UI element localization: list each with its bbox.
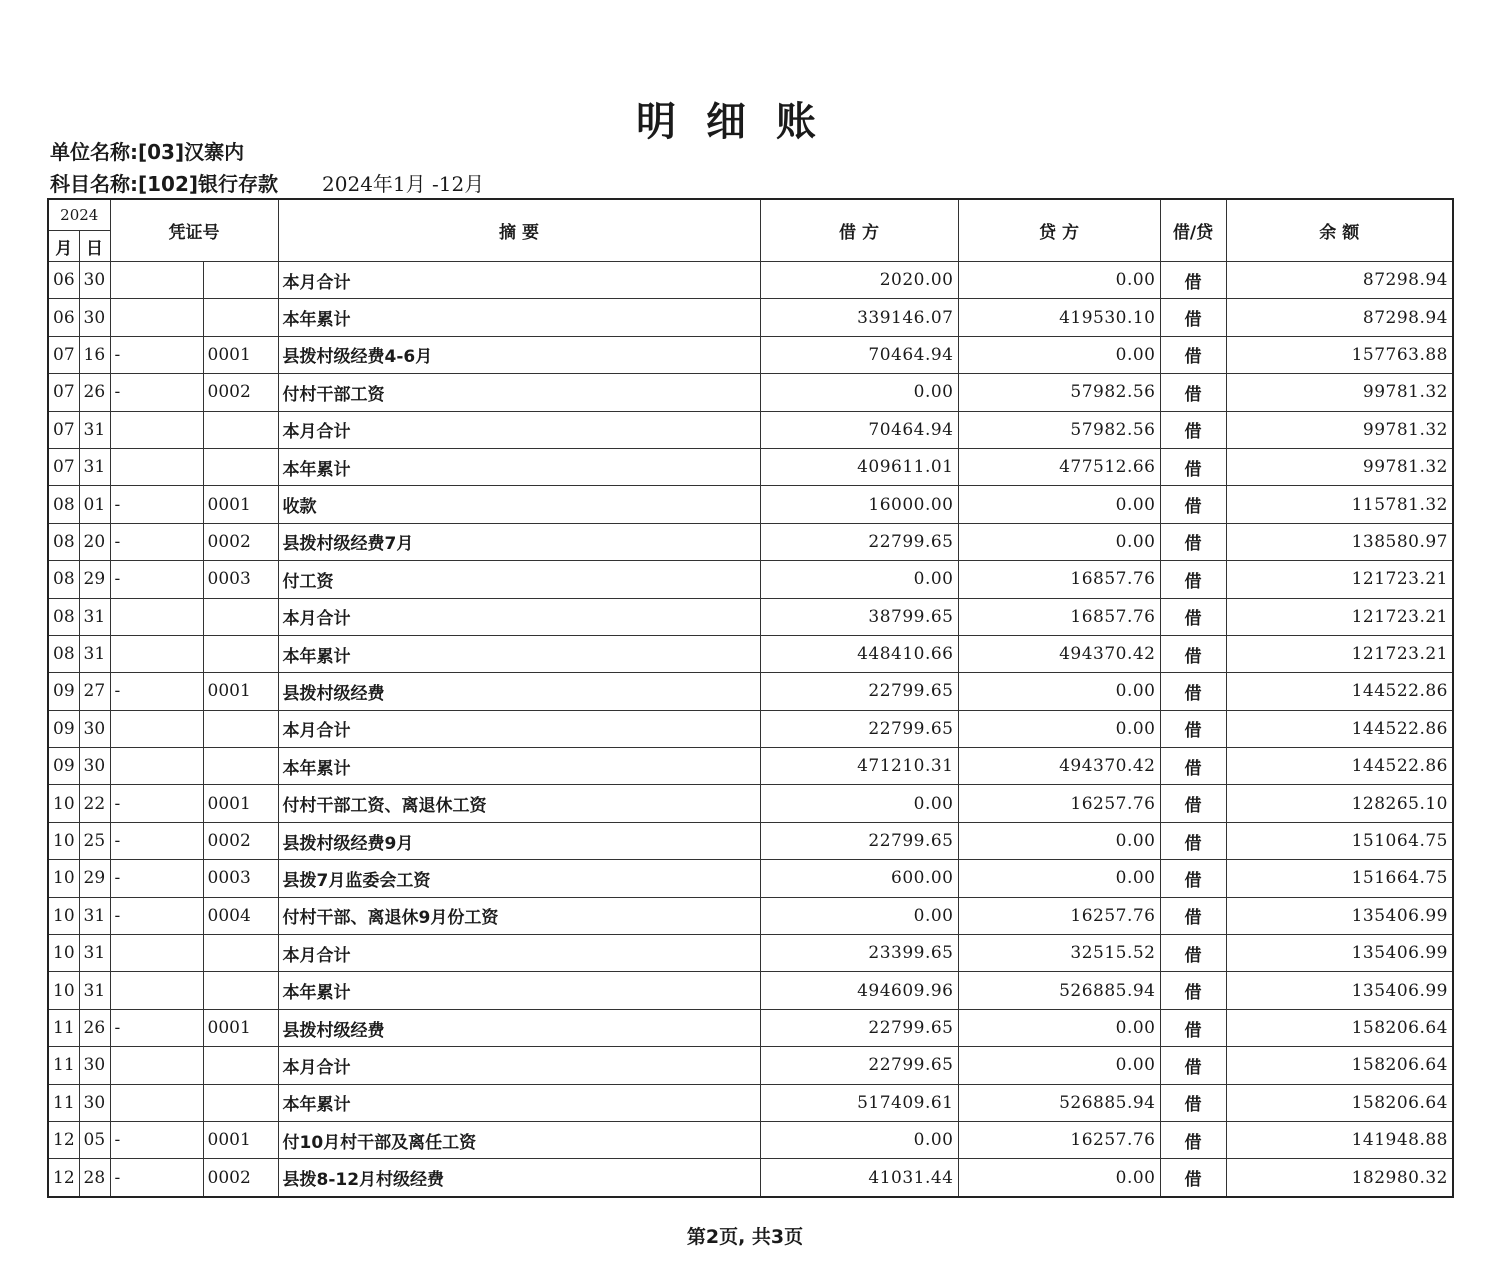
cell-direction: 借 [1160,486,1226,523]
table-row [48,972,1453,1009]
cell-summary: 本年累计 [278,448,760,485]
cell-voucher-type [110,411,203,448]
table-row [48,523,1453,560]
cell-balance: 128265.10 [1226,785,1453,822]
cell-day: 31 [79,411,110,448]
account-name: 科目名称:[102]银行存款 [50,172,279,196]
table-row [48,336,1453,373]
cell-debit: 70464.94 [760,336,958,373]
cell-voucher-no: 0001 [203,336,278,373]
table-row [48,1159,1453,1197]
cell-balance: 138580.97 [1226,523,1453,560]
cell-day: 30 [79,262,110,299]
cell-balance: 135406.99 [1226,935,1453,972]
table-row [48,448,1453,485]
cell-summary: 县拨村级经费7月 [278,523,760,560]
cell-voucher-type [110,262,203,299]
cell-month: 08 [48,486,79,523]
cell-summary: 付10月村干部及离任工资 [278,1121,760,1158]
cell-credit: 0.00 [958,673,1160,710]
cell-voucher-type: - [110,897,203,934]
cell-voucher-no: 0002 [203,822,278,859]
cell-balance: 99781.32 [1226,374,1453,411]
cell-voucher-type: - [110,336,203,373]
cell-debit: 22799.65 [760,822,958,859]
cell-direction: 借 [1160,1047,1226,1084]
cell-balance: 135406.99 [1226,972,1453,1009]
header-summary: 摘 要 [278,199,760,262]
period: 2024年1月 -12月 [322,172,485,196]
cell-balance: 158206.64 [1226,1084,1453,1121]
cell-balance: 87298.94 [1226,299,1453,336]
cell-month: 10 [48,972,79,1009]
cell-debit: 471210.31 [760,748,958,785]
page-title: 明 细 账 [636,99,824,145]
cell-month: 12 [48,1159,79,1197]
cell-voucher-no [203,262,278,299]
cell-voucher-type: - [110,822,203,859]
cell-voucher-type: - [110,785,203,822]
cell-month: 10 [48,822,79,859]
cell-direction: 借 [1160,1009,1226,1046]
table-row [48,1121,1453,1158]
cell-summary: 本月合计 [278,598,760,635]
cell-voucher-type: - [110,486,203,523]
cell-credit: 0.00 [958,860,1160,897]
cell-month: 09 [48,748,79,785]
cell-credit: 0.00 [958,1159,1160,1197]
cell-direction: 借 [1160,860,1226,897]
table-row [48,785,1453,822]
cell-voucher-no [203,411,278,448]
cell-credit: 526885.94 [958,972,1160,1009]
cell-summary: 县拨村级经费 [278,673,760,710]
cell-day: 27 [79,673,110,710]
cell-debit: 517409.61 [760,1084,958,1121]
cell-debit: 409611.01 [760,448,958,485]
table-row [48,411,1453,448]
unit-name: 单位名称:[03]汉寨内 [50,140,245,164]
cell-summary: 县拨7月监委会工资 [278,860,760,897]
cell-balance: 182980.32 [1226,1159,1453,1197]
cell-month: 06 [48,299,79,336]
cell-voucher-type [110,935,203,972]
cell-debit: 41031.44 [760,1159,958,1197]
cell-voucher-type [110,1084,203,1121]
cell-balance: 99781.32 [1226,411,1453,448]
cell-credit: 16857.76 [958,561,1160,598]
cell-month: 08 [48,598,79,635]
header-credit: 贷 方 [958,199,1160,262]
cell-direction: 借 [1160,1159,1226,1197]
cell-day: 31 [79,897,110,934]
cell-debit: 22799.65 [760,1009,958,1046]
cell-voucher-type [110,1047,203,1084]
cell-day: 29 [79,860,110,897]
cell-month: 07 [48,448,79,485]
cell-direction: 借 [1160,411,1226,448]
cell-summary: 本月合计 [278,1047,760,1084]
cell-voucher-type: - [110,374,203,411]
cell-summary: 付村干部工资、离退休工资 [278,785,760,822]
cell-day: 26 [79,374,110,411]
cell-direction: 借 [1160,374,1226,411]
cell-summary: 本年累计 [278,299,760,336]
cell-month: 07 [48,336,79,373]
cell-balance: 144522.86 [1226,748,1453,785]
cell-voucher-type [110,598,203,635]
cell-day: 05 [79,1121,110,1158]
cell-day: 20 [79,523,110,560]
cell-voucher-no [203,598,278,635]
cell-summary: 付工资 [278,561,760,598]
cell-balance: 87298.94 [1226,262,1453,299]
cell-balance: 141948.88 [1226,1121,1453,1158]
cell-month: 10 [48,897,79,934]
cell-voucher-type [110,299,203,336]
cell-day: 30 [79,1047,110,1084]
cell-summary: 县拨村级经费4-6月 [278,336,760,373]
cell-voucher-no: 0002 [203,374,278,411]
cell-summary: 本年累计 [278,1084,760,1121]
cell-debit: 0.00 [760,561,958,598]
cell-month: 07 [48,411,79,448]
table-row [48,822,1453,859]
cell-debit: 0.00 [760,374,958,411]
cell-direction: 借 [1160,561,1226,598]
cell-direction: 借 [1160,673,1226,710]
cell-voucher-no: 0004 [203,897,278,934]
cell-day: 28 [79,1159,110,1197]
cell-direction: 借 [1160,822,1226,859]
account-line [50,168,484,197]
cell-balance: 121723.21 [1226,635,1453,672]
cell-day: 30 [79,748,110,785]
cell-summary: 本年累计 [278,748,760,785]
cell-debit: 600.00 [760,860,958,897]
cell-balance: 135406.99 [1226,897,1453,934]
cell-summary: 本月合计 [278,935,760,972]
cell-debit: 0.00 [760,1121,958,1158]
cell-voucher-no: 0003 [203,561,278,598]
cell-voucher-no: 0001 [203,785,278,822]
cell-voucher-no [203,748,278,785]
cell-voucher-no: 0001 [203,486,278,523]
cell-direction: 借 [1160,1121,1226,1158]
cell-balance: 144522.86 [1226,710,1453,747]
cell-summary: 本年累计 [278,972,760,1009]
cell-credit: 57982.56 [958,374,1160,411]
table-row [48,635,1453,672]
cell-balance: 158206.64 [1226,1009,1453,1046]
cell-credit: 16257.76 [958,1121,1160,1158]
cell-direction: 借 [1160,523,1226,560]
table-row [48,673,1453,710]
cell-summary: 本月合计 [278,262,760,299]
cell-month: 11 [48,1047,79,1084]
ledger-table [47,198,1454,1198]
cell-summary: 本月合计 [278,710,760,747]
cell-day: 31 [79,635,110,672]
cell-balance: 151064.75 [1226,822,1453,859]
cell-day: 30 [79,710,110,747]
cell-direction: 借 [1160,897,1226,934]
cell-credit: 0.00 [958,1009,1160,1046]
cell-summary: 付村干部、离退休9月份工资 [278,897,760,934]
table-row [48,748,1453,785]
cell-month: 08 [48,523,79,560]
table-row [48,374,1453,411]
cell-credit: 0.00 [958,336,1160,373]
table-body [48,262,1453,1197]
cell-day: 31 [79,448,110,485]
cell-debit: 0.00 [760,897,958,934]
cell-month: 10 [48,860,79,897]
table-row [48,486,1453,523]
cell-credit: 57982.56 [958,411,1160,448]
cell-voucher-no: 0003 [203,860,278,897]
cell-direction: 借 [1160,299,1226,336]
cell-month: 06 [48,262,79,299]
cell-debit: 448410.66 [760,635,958,672]
cell-voucher-type [110,635,203,672]
cell-debit: 22799.65 [760,673,958,710]
cell-voucher-no: 0002 [203,523,278,560]
cell-day: 31 [79,935,110,972]
cell-day: 16 [79,336,110,373]
cell-debit: 494609.96 [760,972,958,1009]
cell-debit: 22799.65 [760,1047,958,1084]
cell-direction: 借 [1160,448,1226,485]
cell-month: 07 [48,374,79,411]
cell-voucher-no [203,299,278,336]
header-direction: 借/贷 [1160,199,1226,262]
cell-summary: 县拨8-12月村级经费 [278,1159,760,1197]
cell-voucher-no [203,635,278,672]
cell-voucher-type: - [110,561,203,598]
cell-direction: 借 [1160,1084,1226,1121]
cell-credit: 0.00 [958,262,1160,299]
table-row [48,860,1453,897]
table-row [48,710,1453,747]
cell-debit: 23399.65 [760,935,958,972]
cell-balance: 158206.64 [1226,1047,1453,1084]
cell-direction: 借 [1160,336,1226,373]
cell-direction: 借 [1160,935,1226,972]
cell-day: 22 [79,785,110,822]
cell-debit: 16000.00 [760,486,958,523]
cell-day: 29 [79,561,110,598]
cell-voucher-type: - [110,1159,203,1197]
cell-credit: 494370.42 [958,635,1160,672]
cell-direction: 借 [1160,972,1226,1009]
cell-day: 30 [79,299,110,336]
cell-credit: 0.00 [958,486,1160,523]
cell-voucher-type: - [110,673,203,710]
cell-month: 08 [48,561,79,598]
cell-month: 09 [48,710,79,747]
cell-balance: 157763.88 [1226,336,1453,373]
header-year: 2024 [48,199,110,231]
table-row [48,561,1453,598]
cell-voucher-type [110,972,203,1009]
cell-month: 12 [48,1121,79,1158]
cell-credit: 0.00 [958,710,1160,747]
cell-day: 31 [79,972,110,1009]
cell-credit: 16257.76 [958,785,1160,822]
cell-credit: 494370.42 [958,748,1160,785]
cell-credit: 32515.52 [958,935,1160,972]
cell-credit: 419530.10 [958,299,1160,336]
table-row [48,1047,1453,1084]
cell-credit: 0.00 [958,523,1160,560]
table-row [48,935,1453,972]
cell-debit: 339146.07 [760,299,958,336]
cell-balance: 144522.86 [1226,673,1453,710]
cell-direction: 借 [1160,710,1226,747]
header-day: 日 [79,231,110,262]
cell-voucher-type [110,748,203,785]
cell-credit: 0.00 [958,822,1160,859]
cell-balance: 115781.32 [1226,486,1453,523]
table-row [48,598,1453,635]
cell-month: 11 [48,1009,79,1046]
cell-voucher-no [203,972,278,1009]
cell-credit: 477512.66 [958,448,1160,485]
cell-voucher-no [203,448,278,485]
cell-credit: 526885.94 [958,1084,1160,1121]
cell-voucher-type: - [110,1121,203,1158]
cell-balance: 151664.75 [1226,860,1453,897]
cell-voucher-type [110,710,203,747]
cell-voucher-type: - [110,1009,203,1046]
cell-day: 26 [79,1009,110,1046]
cell-debit: 38799.65 [760,598,958,635]
header-balance: 余 额 [1226,199,1453,262]
table-row [48,1009,1453,1046]
cell-debit: 0.00 [760,785,958,822]
header-debit: 借 方 [760,199,958,262]
cell-direction: 借 [1160,785,1226,822]
cell-summary: 付村干部工资 [278,374,760,411]
header-voucher: 凭证号 [110,199,278,262]
cell-voucher-no: 0001 [203,1009,278,1046]
cell-voucher-no: 0002 [203,1159,278,1197]
cell-voucher-no [203,1084,278,1121]
table-row [48,299,1453,336]
cell-summary: 县拨村级经费 [278,1009,760,1046]
cell-balance: 99781.32 [1226,448,1453,485]
cell-credit: 0.00 [958,1047,1160,1084]
cell-month: 09 [48,673,79,710]
cell-voucher-no: 0001 [203,1121,278,1158]
table-row [48,262,1453,299]
cell-debit: 22799.65 [760,710,958,747]
cell-voucher-no [203,1047,278,1084]
cell-summary: 县拨村级经费9月 [278,822,760,859]
cell-voucher-type [110,448,203,485]
cell-summary: 本月合计 [278,411,760,448]
cell-voucher-no [203,935,278,972]
cell-balance: 121723.21 [1226,598,1453,635]
cell-voucher-type: - [110,523,203,560]
cell-day: 31 [79,598,110,635]
cell-day: 01 [79,486,110,523]
cell-voucher-no: 0001 [203,673,278,710]
table-header [48,199,1453,262]
cell-month: 10 [48,785,79,822]
cell-month: 11 [48,1084,79,1121]
cell-debit: 70464.94 [760,411,958,448]
cell-direction: 借 [1160,598,1226,635]
cell-summary: 本年累计 [278,635,760,672]
cell-voucher-no [203,710,278,747]
header-month: 月 [48,231,79,262]
cell-direction: 借 [1160,748,1226,785]
cell-credit: 16857.76 [958,598,1160,635]
cell-summary: 收款 [278,486,760,523]
cell-direction: 借 [1160,635,1226,672]
cell-direction: 借 [1160,262,1226,299]
cell-day: 25 [79,822,110,859]
cell-credit: 16257.76 [958,897,1160,934]
cell-day: 30 [79,1084,110,1121]
cell-month: 10 [48,935,79,972]
cell-balance: 121723.21 [1226,561,1453,598]
page-number: 第2页, 共3页 [686,1226,804,1248]
cell-debit: 22799.65 [760,523,958,560]
cell-month: 08 [48,635,79,672]
table-row [48,897,1453,934]
cell-voucher-type: - [110,860,203,897]
cell-debit: 2020.00 [760,262,958,299]
table-row [48,1084,1453,1121]
